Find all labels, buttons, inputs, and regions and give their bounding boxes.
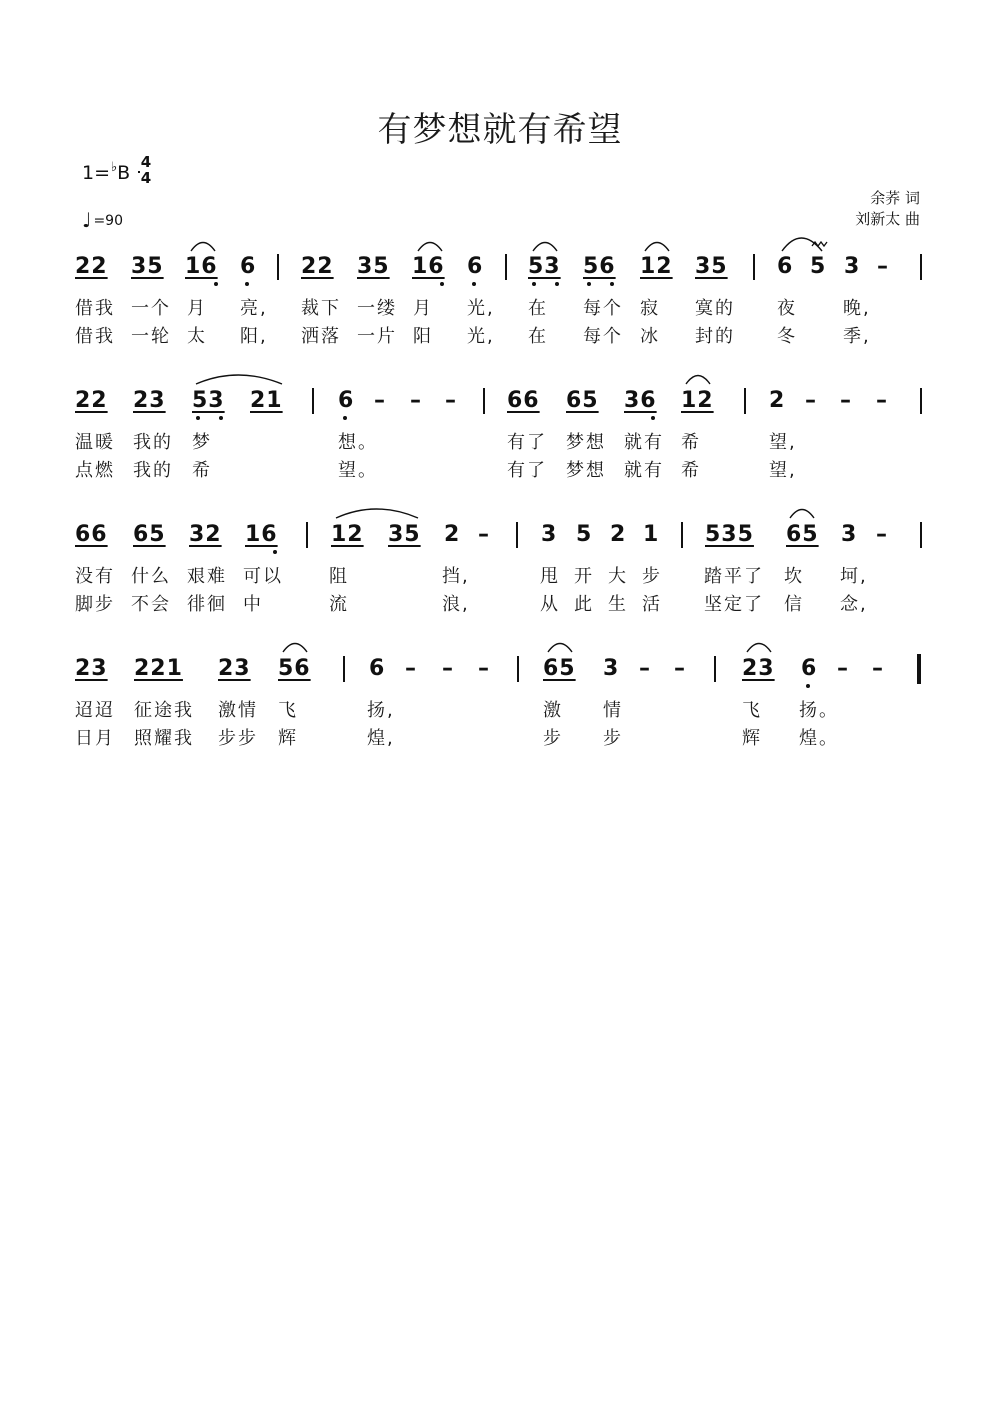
lyric: 梦想 [566, 460, 606, 481]
slur [645, 243, 669, 252]
lyric: 有了 [507, 432, 547, 453]
lyric: 扬, [367, 700, 395, 721]
lyricist: 余荞 词 [870, 189, 920, 207]
note: 6 [467, 254, 484, 279]
lyric: 煌。 [799, 728, 839, 749]
slur [418, 243, 442, 252]
lyric: 挡, [442, 566, 470, 587]
slur [790, 510, 814, 519]
lyric: 一缕 [357, 298, 397, 319]
octave-dot [273, 550, 277, 554]
lyric: 阳, [240, 326, 268, 347]
key-prefix: 1= [82, 162, 111, 184]
octave-dot [610, 282, 614, 286]
octave-dot [440, 282, 444, 286]
barline [681, 522, 683, 548]
time-signature-bottom: 4 [140, 169, 152, 187]
barline [516, 522, 518, 548]
barline [920, 522, 922, 548]
lyric: 坷, [840, 566, 868, 587]
note: 3 [844, 254, 861, 279]
time-signature-bar [138, 171, 140, 173]
key-note: B [117, 162, 131, 184]
lyric: 中 [243, 594, 263, 615]
barline [312, 388, 314, 414]
note-group: 35 [357, 254, 390, 279]
lyric: 照耀我 [134, 728, 194, 749]
note-group: 32 [189, 522, 222, 547]
note-group: 12 [640, 254, 673, 279]
dash: – [674, 656, 686, 681]
lyric: 温暖 [75, 432, 115, 453]
lyric: 月 [413, 298, 433, 319]
lyric: 甩 [540, 566, 560, 587]
lyric: 月 [187, 298, 207, 319]
octave-dot [587, 282, 591, 286]
note-group: 12 [331, 522, 364, 547]
lyric: 情 [603, 700, 623, 721]
barline [920, 388, 922, 414]
slur [548, 644, 572, 653]
lyric: 寞的 [695, 298, 735, 319]
note-group: 56 [583, 254, 616, 279]
barline [753, 254, 755, 280]
dash: – [639, 656, 651, 681]
lyric: 征途我 [134, 700, 194, 721]
slur [191, 243, 215, 252]
lyric: 梦 [192, 432, 212, 453]
dash: – [478, 656, 490, 681]
lyric: 洒落 [301, 326, 341, 347]
note: 5 [576, 522, 593, 547]
note: 3 [541, 522, 558, 547]
note-group: 22 [75, 254, 108, 279]
lyric: 裁下 [301, 298, 341, 319]
dash: – [374, 388, 386, 413]
note: 6 [240, 254, 257, 279]
note-group: 16 [185, 254, 218, 279]
lyric: 望, [769, 432, 797, 453]
lyric: 冰 [640, 326, 660, 347]
lyric: 借我 [75, 298, 115, 319]
lyric: 日月 [75, 728, 115, 749]
tempo-marking [82, 206, 123, 230]
lyric: 一个 [131, 298, 171, 319]
lyric: 封的 [695, 326, 735, 347]
note-group: 535 [705, 522, 754, 547]
dash: – [478, 522, 490, 547]
lyric: 在 [528, 326, 548, 347]
lyric: 希 [681, 460, 701, 481]
octave-dot [245, 282, 249, 286]
lyric: 我的 [133, 460, 173, 481]
lyric: 步 [642, 566, 662, 587]
final-barline [917, 654, 921, 684]
lyric: 踏平了 [704, 566, 764, 587]
lyric: 煌, [367, 728, 395, 749]
lyric: 激情 [218, 700, 258, 721]
lyric: 每个 [583, 298, 623, 319]
note: 6 [801, 656, 818, 681]
lyric: 步 [543, 728, 563, 749]
mordent-icon [812, 242, 827, 246]
lyric: 激 [543, 700, 563, 721]
lyric: 什么 [131, 566, 171, 587]
note-group: 66 [75, 522, 108, 547]
lyric: 梦想 [566, 432, 606, 453]
lyric: 点燃 [75, 460, 115, 481]
slur [686, 376, 710, 385]
note-group: 35 [131, 254, 164, 279]
lyric: 信 [784, 594, 804, 615]
lyric: 浪, [442, 594, 470, 615]
note-group: 23 [742, 656, 775, 681]
lyric: 飞 [278, 700, 298, 721]
dash: – [410, 388, 422, 413]
lyric: 就有 [624, 460, 664, 481]
octave-dot [196, 416, 200, 420]
key-signature [82, 162, 130, 184]
lyric: 可以 [243, 566, 283, 587]
barline [920, 254, 922, 280]
note-group: 16 [245, 522, 278, 547]
note-group: 36 [624, 388, 657, 413]
lyric: 借我 [75, 326, 115, 347]
lyric: 徘徊 [187, 594, 227, 615]
barline [343, 656, 345, 682]
lyric: 太 [187, 326, 207, 347]
slur [283, 644, 307, 653]
lyric: 希 [681, 432, 701, 453]
dash: – [445, 388, 457, 413]
lyric: 不会 [131, 594, 171, 615]
lyric: 一片 [357, 326, 397, 347]
note-group: 23 [218, 656, 251, 681]
lyric: 开 [574, 566, 594, 587]
barline [306, 522, 308, 548]
lyric: 此 [574, 594, 594, 615]
note-group: 22 [75, 388, 108, 413]
slur [533, 243, 557, 252]
note-group: 22 [301, 254, 334, 279]
lyric: 没有 [75, 566, 115, 587]
flat-icon: ♭ [111, 160, 118, 175]
note: 6 [338, 388, 355, 413]
lyric: 生 [608, 594, 628, 615]
lyric: 坎 [784, 566, 804, 587]
octave-dot [472, 282, 476, 286]
lyric: 念, [840, 594, 868, 615]
lyric: 辉 [742, 728, 762, 749]
lyric: 活 [642, 594, 662, 615]
octave-dot [214, 282, 218, 286]
dash: – [876, 388, 888, 413]
lyric: 飞 [742, 700, 762, 721]
note: 6 [777, 254, 794, 279]
dash: – [840, 388, 852, 413]
lyric: 步步 [218, 728, 258, 749]
lyric: 望。 [338, 460, 378, 481]
barline [505, 254, 507, 280]
lyric: 从 [540, 594, 560, 615]
slur [747, 644, 771, 653]
note-group: 56 [278, 656, 311, 681]
dash: – [805, 388, 817, 413]
lyric: 冬 [777, 326, 797, 347]
lyric: 阳 [413, 326, 433, 347]
composer: 刘新太 曲 [855, 210, 920, 228]
note-group: 12 [681, 388, 714, 413]
barline [517, 656, 519, 682]
barline [744, 388, 746, 414]
note: 2 [769, 388, 786, 413]
lyric: 我的 [133, 432, 173, 453]
note: 1 [643, 522, 660, 547]
barline [714, 656, 716, 682]
dash: – [442, 656, 454, 681]
note-group: 35 [388, 522, 421, 547]
dash: – [405, 656, 417, 681]
note: 2 [444, 522, 461, 547]
octave-dot [651, 416, 655, 420]
dash: – [837, 656, 849, 681]
note-group: 16 [412, 254, 445, 279]
quarter-note-icon: ♩ [82, 208, 92, 232]
note-group: 35 [695, 254, 728, 279]
lyric: 流 [329, 594, 349, 615]
note-group: 65 [543, 656, 576, 681]
lyric: 有了 [507, 460, 547, 481]
octave-dot [806, 684, 810, 688]
lyric: 在 [528, 298, 548, 319]
lyric: 晚, [843, 298, 871, 319]
lyric: 阻 [329, 566, 349, 587]
time-signature [138, 154, 154, 186]
dash: – [877, 254, 889, 279]
note-group: 23 [133, 388, 166, 413]
barline [277, 254, 279, 280]
octave-dot [532, 282, 536, 286]
lyric: 脚步 [75, 594, 115, 615]
credits [855, 188, 920, 230]
note-group: 66 [507, 388, 540, 413]
lyric: 就有 [624, 432, 664, 453]
note-group: 65 [566, 388, 599, 413]
lyric: 光, [467, 326, 495, 347]
lyric: 希 [192, 460, 212, 481]
lyric: 想。 [338, 432, 378, 453]
note-group: 65 [786, 522, 819, 547]
lyric: 每个 [583, 326, 623, 347]
lyric: 扬。 [799, 700, 839, 721]
octave-dot [343, 416, 347, 420]
note-group: 21 [250, 388, 283, 413]
dash: – [872, 656, 884, 681]
lyric: 望, [769, 460, 797, 481]
note-group: 65 [133, 522, 166, 547]
lyric: 寂 [640, 298, 660, 319]
lyric: 坚定了 [704, 594, 764, 615]
note: 3 [841, 522, 858, 547]
slur [196, 375, 282, 384]
time-signature-top: 4 [140, 153, 152, 171]
note-group: 221 [134, 656, 183, 681]
octave-dot [555, 282, 559, 286]
slur [782, 238, 822, 251]
lyric: 步 [603, 728, 623, 749]
octave-dot [219, 416, 223, 420]
note: 6 [369, 656, 386, 681]
note: 5 [810, 254, 827, 279]
tempo-value: =90 [93, 213, 123, 229]
barline [483, 388, 485, 414]
note: 3 [603, 656, 620, 681]
slur [336, 509, 418, 518]
song-title: 有梦想就有希望 [377, 110, 623, 150]
note-group: 23 [75, 656, 108, 681]
lyric: 艰难 [187, 566, 227, 587]
lyric: 亮, [240, 298, 268, 319]
note-group: 53 [528, 254, 561, 279]
lyric: 迢迢 [75, 700, 115, 721]
lyric: 季, [843, 326, 871, 347]
note-group: 53 [192, 388, 225, 413]
note: 2 [610, 522, 627, 547]
lyric: 光, [467, 298, 495, 319]
lyric: 一轮 [131, 326, 171, 347]
dash: – [876, 522, 888, 547]
lyric: 大 [608, 566, 628, 587]
lyric: 辉 [278, 728, 298, 749]
lyric: 夜 [777, 298, 797, 319]
